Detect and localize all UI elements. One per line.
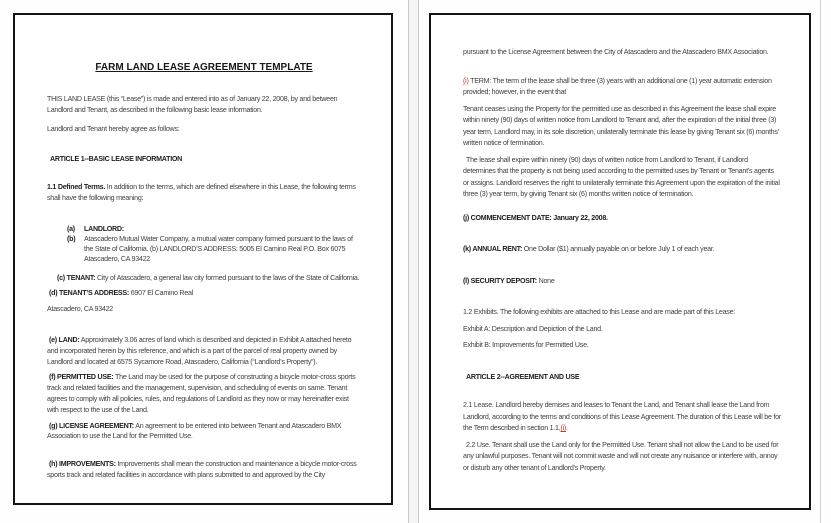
text-segment: Exhibit A: Description and Depiction of the Land. (463, 324, 603, 333)
exhibits-paragraph (463, 307, 781, 319)
text-segment: (j) COMMENCEMENT DATE: January 22, 2008. (463, 213, 608, 222)
text-segment: 1.2 Exhibits. The following exhibits are attached to this Lease and are made part of this Lease: (463, 308, 736, 316)
text-segment: (c) TENANT: (57, 273, 96, 282)
text-segment: Exhibit B: Improvements for Permitted Use. (463, 341, 589, 349)
text-segment: ARTICLE 1--BASIC LEASE INFORMATION (50, 155, 183, 164)
text-segment: 2.1 Lease. Landlord hereby demises and leases to Tenant the Land, and Tenant shall lease the Land from Landlord, according to the terms and conditions of this Lease Agreement. The duration of this Lease will be for the Term described in section 1.1 (463, 401, 781, 432)
text-segment: . (566, 424, 568, 432)
security-deposit-paragraph (463, 276, 781, 288)
tracked-change-insertion: (i) (463, 76, 469, 85)
term-paragraph (463, 76, 781, 99)
text-segment: Approximately 3.06 acres of land which is described and depicted in Exhibit A attached hereto and incorporated herein by this reference, and which is a part of the parcel of real property owned by Landlord and located at 6575 Sycamore Road, Atascadero, California (“Landlord’s Property”). (47, 335, 352, 366)
exhibit-b-line (463, 340, 781, 352)
text-segment: An agreement to be entered into between Tenant and Atascadero BMX Association to use the Land for the Permitted Use. (47, 421, 342, 441)
text-segment: (h) IMPROVEMENTS: (49, 460, 116, 469)
viewport-edge-line (820, 0, 821, 523)
improvements-paragraph (47, 459, 361, 481)
page-2 (429, 13, 811, 510)
text-segment: None (536, 276, 555, 285)
lease-paragraph (463, 400, 781, 435)
list-marker: (b) (67, 234, 76, 243)
text-segment: (g) LICENSE AGREEMENT: (49, 421, 134, 430)
tenant-address-paragraph (47, 288, 361, 299)
tenant-address-city-line (47, 304, 361, 315)
page-gap (408, 0, 419, 523)
intro-paragraph (47, 94, 361, 116)
text-segment: (d) TENANT’S ADDRESS: (49, 289, 130, 298)
permitted-use-paragraph (47, 372, 361, 415)
page-1 (13, 13, 393, 505)
text-segment: Atascadero Mutual Water Company, a mutual water company formed pursuant to the laws of the State of California. (b) LANDLORD’S ADDRESS: 5005 El Camino Real P.O. Box 6075 Atascadero, CA 93422 (84, 234, 353, 264)
text-segment: (k) ANNUAL RENT: (463, 245, 523, 253)
text-segment: TERM: The term of the lease shall be three (3) years with an additional one (1) year automatic extension provided; however, in the event that (463, 76, 772, 96)
text-segment: ARTICLE 2--AGREEMENT AND USE (466, 372, 580, 381)
text-segment: (l) SECURITY DEPOSIT: (463, 276, 537, 285)
exhibit-a-line (463, 324, 781, 336)
defined-terms-paragraph (47, 182, 361, 204)
tracked-change-mark: , (558, 424, 561, 432)
text-segment: (f) PERMITTED USE: (49, 373, 114, 382)
text-segment: THIS LAND LEASE (this “Lease”) is made and entered into as of January 22, 2008, by and between Landlord and Tenant, as described in the following basic lease information. (47, 95, 338, 114)
text-segment: 6907 El Camino Real (129, 289, 194, 298)
text-segment: 2.2 Use. Tenant shall use the Land only for the Permitted Use. Tenant shall not allow the Land to be used for any unlawful purposes. Tenant will not commit waste and will not create any nuisance or interfere with, annoy or disturb any other tenant of Landlord’s Property. (463, 440, 779, 472)
text-segment: (e) LAND: (49, 335, 80, 344)
term-expiration-paragraph (463, 104, 781, 150)
tenant-paragraph (47, 273, 361, 284)
text-segment: One Dollar ($1) annually payable on or before July 1 of each year. (522, 245, 715, 253)
text-segment: Tenant ceases using the Property for the permitted use as described in this Agreement the lease shall expire within ninety (90) days of written notice from Landlord to Tenant and, after the expiration of the initial three (3) year term, Landlord may, in its sole discretion, unilaterally terminate this lease by giving Tenant six (6) months’ written notice of termination. (463, 104, 779, 147)
license-agreement-paragraph (47, 421, 361, 443)
text-segment: The Land may be used for the purpose of constructing a bicycle motor-cross sports track and related facilities and the management, supervision, and scheduling of events on same. Tenant agrees to comply with all policies, rules, and regulations of Landlord as they now or may hereinafter exist with respect to the use of the Land. (47, 373, 356, 414)
text-segment: In addition to the terms, which are defined elsewhere in this Lease, the following terms shall have the following meaning: (47, 183, 356, 202)
text-segment: LANDLORD: (84, 224, 124, 233)
use-paragraph (463, 440, 781, 475)
list-item-a-landlord (47, 224, 361, 234)
license-continuation-paragraph (463, 47, 781, 59)
agree-paragraph (47, 124, 361, 135)
list-item-b-landlord-address (47, 234, 361, 265)
text-segment: pursuant to the License Agreement between the City of Atascadero and the Atascadero BMX Association. (463, 48, 769, 56)
text-segment: Improvements shall mean the construction and maintenance a bicycle motor-cross sports track and related facilities in accordance with plans submitted to and approved by the City (47, 460, 357, 479)
list-marker: (a) (67, 224, 75, 233)
commencement-date-paragraph (463, 213, 781, 225)
tracked-change-insertion: (i) (560, 424, 567, 432)
term-expiration-paragraph-2 (463, 155, 781, 201)
annual-rent-paragraph (463, 244, 781, 256)
text-segment: The lease shall expire within ninety (90) days of written notice from Landlord to Tenant, if Landlord determines that the property is not being used according to the permitted uses by Tenant or Tenant’s agents or assigns. Landlord reserves the right to unilaterally terminate this Agreement upon the expiration of the initial three (3) year term, by giving Tenant six (6) months written notice of termination. (463, 155, 780, 198)
article-1-heading (47, 154, 361, 165)
article-2-heading (463, 372, 781, 384)
text-segment: Landlord and Tenant hereby agree as follows: (47, 124, 180, 133)
document-title (47, 61, 361, 74)
text-segment: 1.1 Defined Terms. (47, 183, 106, 192)
text-segment: FARM LAND LEASE AGREEMENT TEMPLATE (95, 62, 313, 73)
text-segment: City of Atascadero, a general law city formed pursuant to the laws of the State of California. (95, 273, 360, 282)
text-segment: Atascadero, CA 93422 (47, 305, 113, 314)
land-paragraph (47, 335, 361, 367)
